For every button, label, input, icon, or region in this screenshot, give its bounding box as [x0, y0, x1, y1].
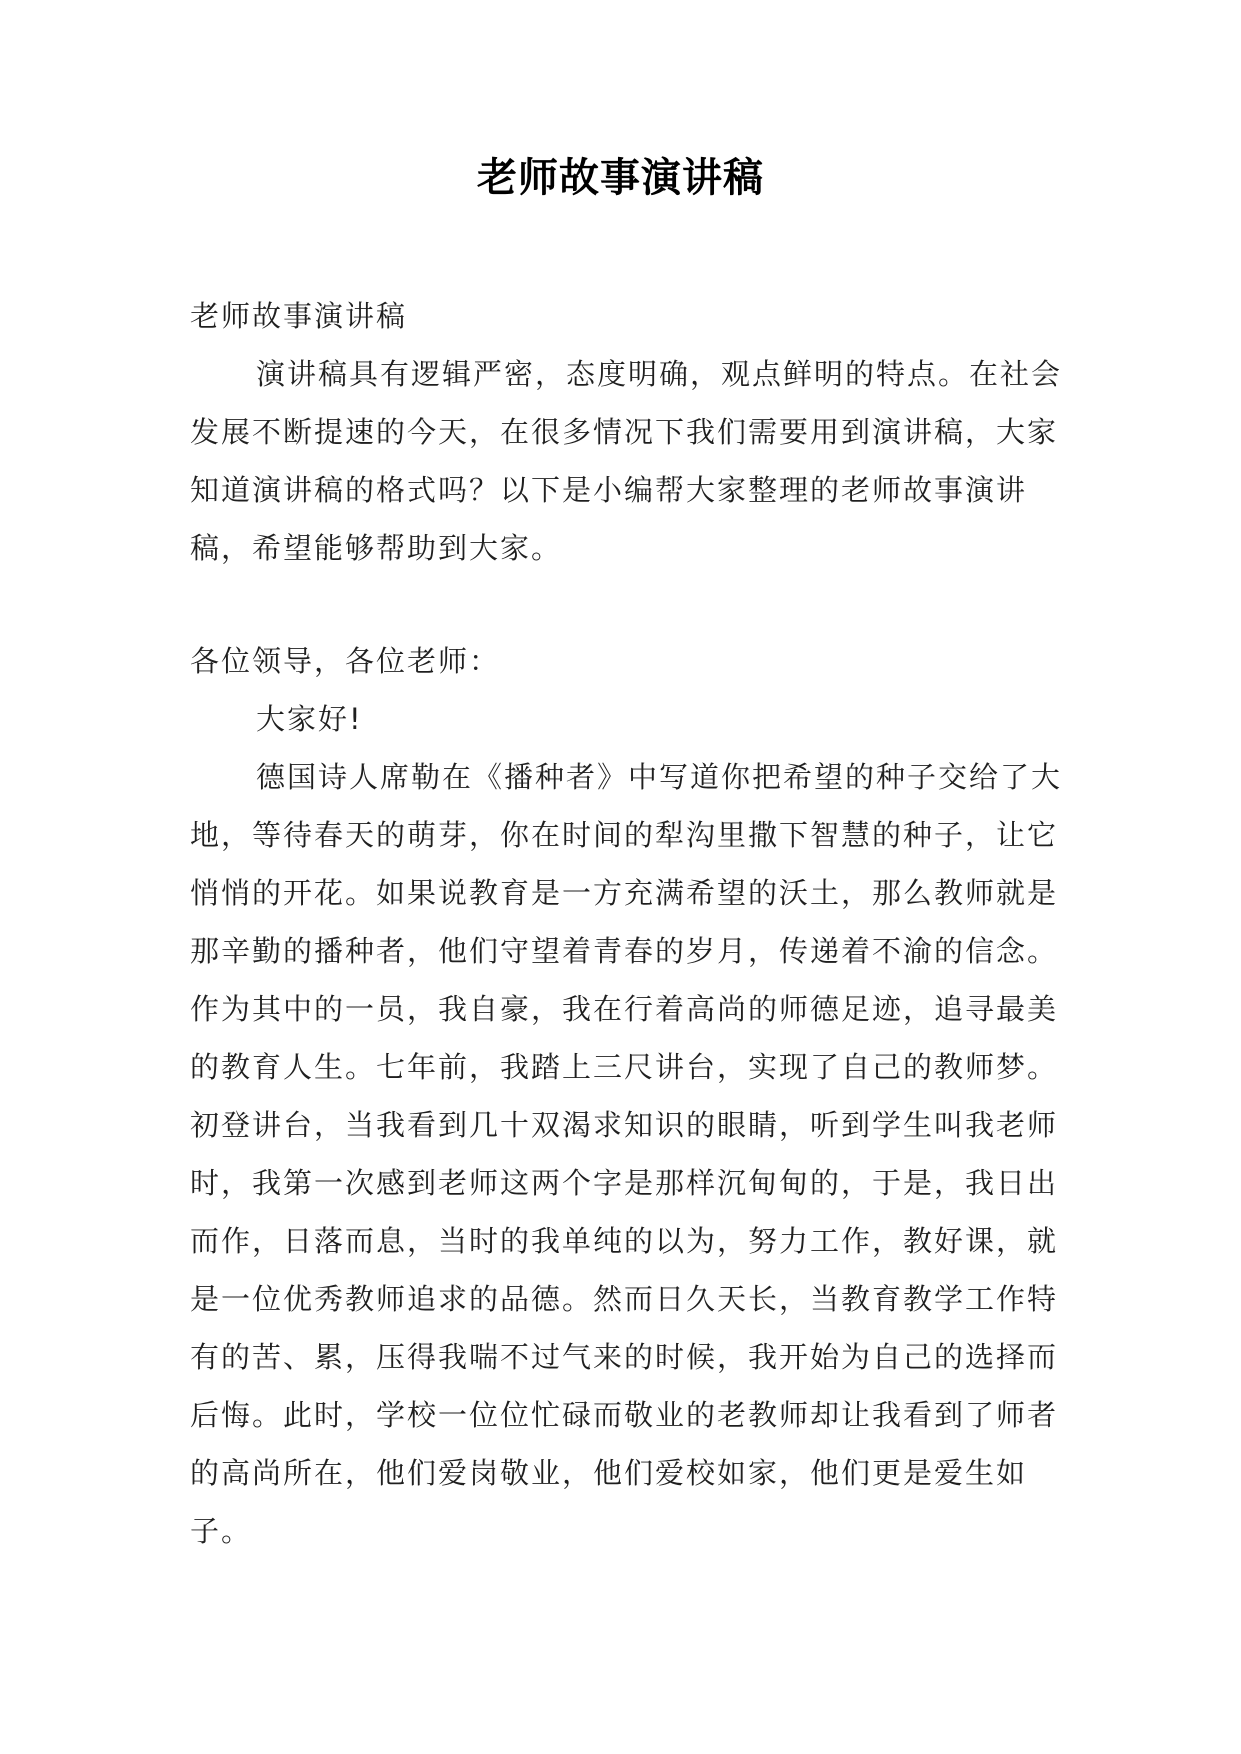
document-title: 老师故事演讲稿: [477, 154, 764, 201]
greeting-line: 大家好!: [256, 702, 363, 736]
intro-paragraph: 演讲稿具有逻辑严密，态度明确，观点鲜明的特点。在社会发展不断提速的今天，在很多情况下我们需要用到演讲稿，大家知道演讲稿的格式吗？以下是小编帮大家整理的老师故事演讲稿，希望能够帮助到大家。: [190, 357, 1063, 565]
salutation-line: 各位领导，各位老师：: [190, 644, 501, 678]
subtitle-line: 老师故事演讲稿: [190, 299, 408, 333]
intro-section: [190, 287, 1070, 577]
speech-section: [190, 632, 1070, 1560]
body-paragraph: 德国诗人席勒在《播种者》中写道你把希望的种子交给了大地，等待春天的萌芽，你在时间的犁沟里撒下智慧的种子，让它悄悄的开花。如果说教育是一方充满希望的沃土，那么教师就是那辛勤的播种者，他们守望着青春的岁月，传递着不渝的信念。作为其中的一员，我自豪，我在行着高尚的师德足迹，追寻最美的教育人生。七年前，我踏上三尺讲台，实现了自己的教师梦。初登讲台，当我看到几十双渴求知识的眼睛，听到学生叫我老师时，我第一次感到老师这两个字是那样沉甸甸的，于是，我日出而作，日落而息，当时的我单纯的以为，努力工作，教好课，就是一位优秀教师追求的品德。然而日久天长，当教育教学工作特有的苦、累，压得我喘不过气来的时候，我开始为自己的选择而后悔。此时，学校一位位忙碌而敬业的老教师却让我看到了师者的高尚所在，他们爱岗敬业，他们爱校如家，他们更是爱生如子。: [190, 760, 1063, 1548]
